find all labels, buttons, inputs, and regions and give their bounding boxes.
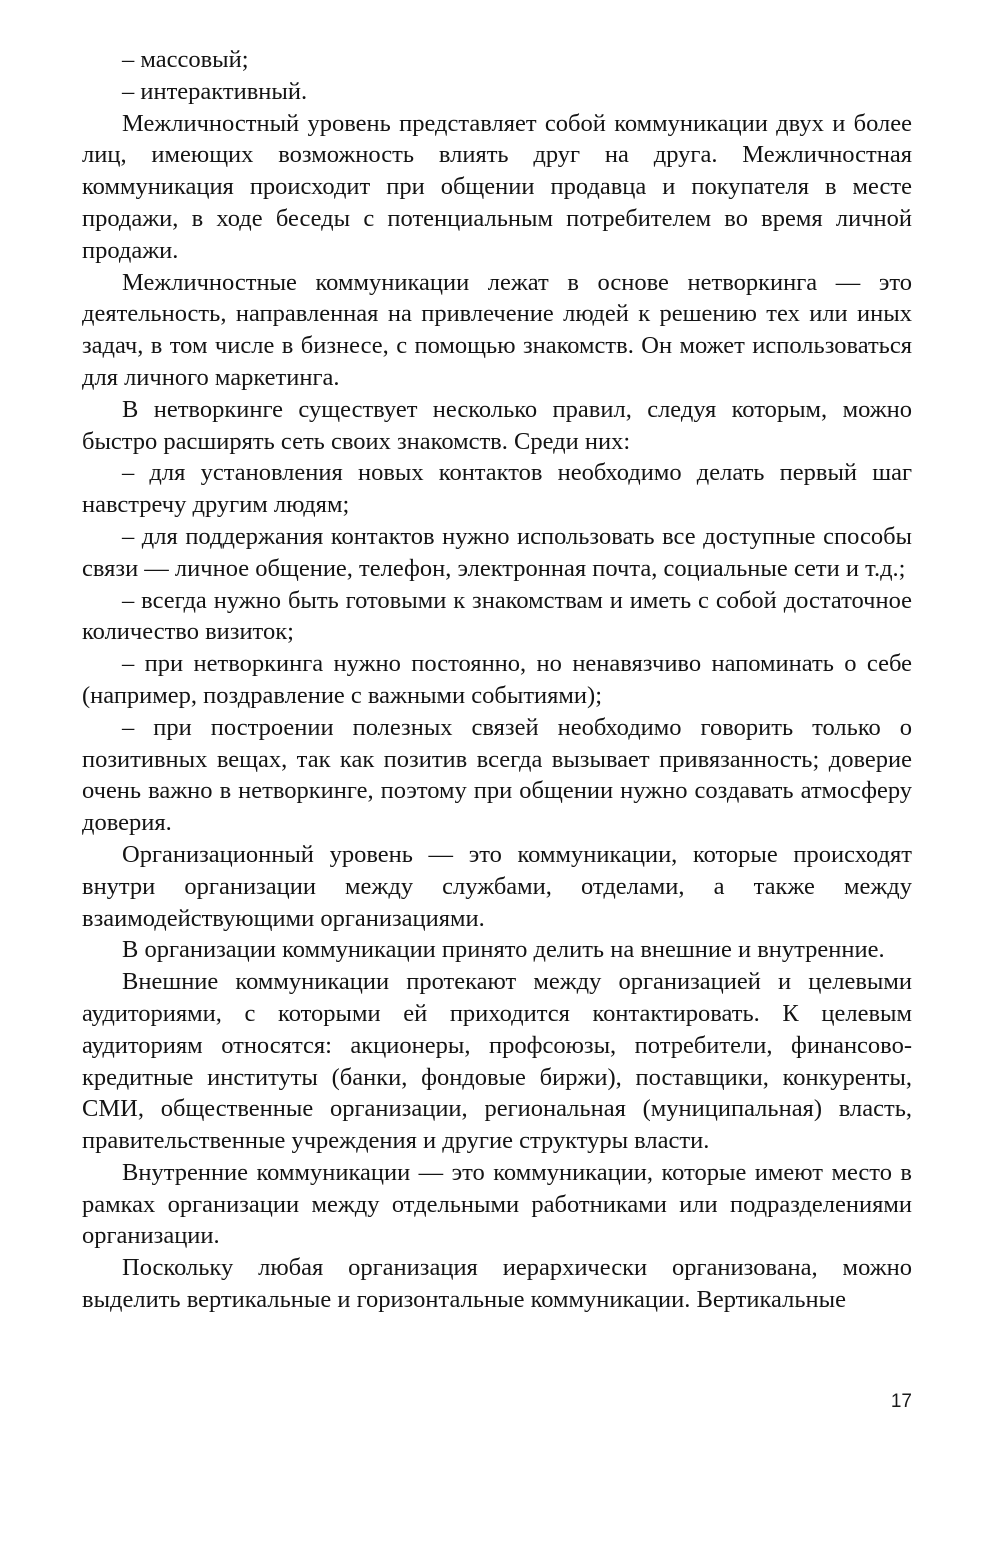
paragraph-interpersonal-level: Межличностный уровень представляет собой коммуникации двух и более лиц, имеющих возможность влиять друг на друга. Межличностная коммуникация происходит при общении продавца и покупателя в месте продажи, в ходе беседы с потенциальным потребителем во время личной продажи. [82,109,912,264]
paragraph-networking: Межличностные коммуникации лежат в основе нетворкинга — это деятельность, направленная на привлечение людей к решению тех или иных задач, в том числе в бизнесе, с помощью знакомств. Он может использоваться для личного маркетинга. [82,268,912,391]
rule-item-first-step: – для установления новых контактов необходимо делать первый шаг навстречу другим людям; [82,459,912,519]
page-body [82,44,912,1316]
rule-item-positive: – при построении полезных связей необходимо говорить только о позитивных вещах, так как позитив всегда вызывает привязанность; доверие очень важно в нетворкинге, поэтому при общении нужно создавать атмосферу доверия. [82,713,912,837]
paragraph-internal-communications: Внутренние коммуникации — это коммуникации, которые имеют место в рамках организации между отдельными работниками или подразделениями организации. [82,1158,912,1250]
paragraph-networking-rules: В нетворкинге существует несколько правил, следуя которым, можно быстро расширять сеть своих знакомств. Среди них: [82,395,912,455]
list-item-mass: – массовый; [122,46,249,73]
paragraph-internal-external: В организации коммуникации принято делить на внешние и внутренние. [122,936,885,964]
rule-item-contacts: – для поддержания контактов нужно использовать все доступные способы связи — личное общение, телефон, электронная почта, социальные сети и т.д.; [82,522,912,582]
rule-item-reminders: – при нетворкинга нужно постоянно, но ненавязчиво напоминать о себе (например, поздравление с важными событиями); [82,650,912,709]
paragraph-external-communications: Внешние коммуникации протекают между организацией и целевыми аудиториями, с которыми ей приходится контактировать. К целевым аудиториям относятся: акционеры, профсоюзы, потребители, финансово-кредитные институты (банки, фондовые биржи), поставщики, конкуренты, СМИ, общественные организации, региональная (муниципальная) власть, правительственные учреждения и другие структуры власти. [82,968,912,1155]
list-item-interactive: – интерактивный. [122,77,308,105]
page-number: 17 [890,1391,912,1412]
paragraph-vertical-horizontal: Поскольку любая организация иерархически организована, можно выделить вертикальные и горизонтальные коммуникации. Вертикальные [82,1254,912,1314]
paragraph-organizational-level: Организационный уровень — это коммуникации, которые происходят внутри организации между службами, отделами, а также между взаимодействующими организациями. [82,840,912,932]
rule-item-business-cards: – всегда нужно быть готовыми к знакомствам и иметь с собой достаточное количество визиток; [82,586,912,646]
